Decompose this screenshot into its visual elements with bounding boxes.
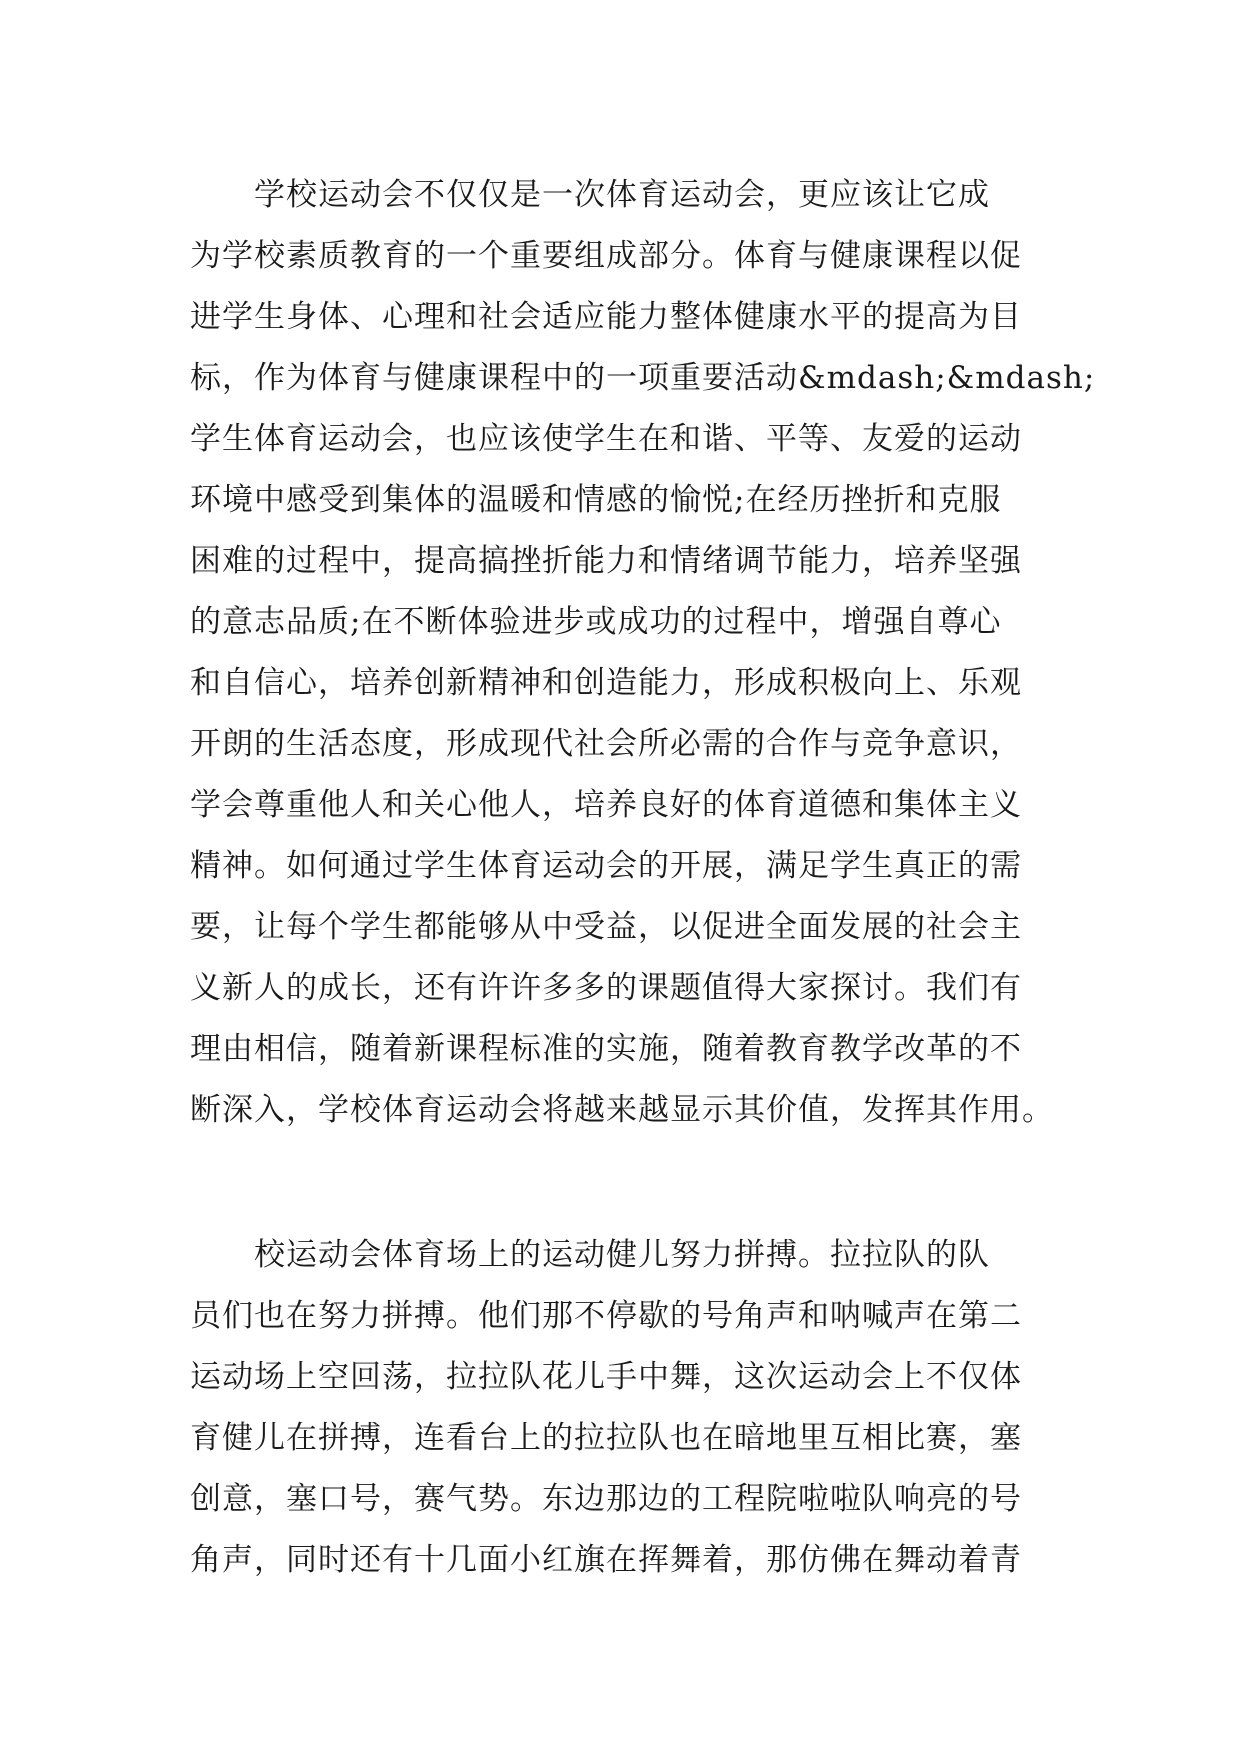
text-line: 角声，同时还有十几面小红旗在挥舞着，那仿佛在舞动着青 [190,1542,1022,1578]
text-line: 运动场上空回荡，拉拉队花儿手中舞，这次运动会上不仅体 [190,1359,1022,1395]
text-line: 员们也在努力拼搏。他们那不停歇的号角声和呐喊声在第二 [190,1298,1022,1334]
text-line: 创意，塞口号，赛气势。东边那边的工程院啦啦队响亮的号 [190,1481,1022,1517]
text-line: 和自信心，培养创新精神和创造能力，形成积极向上、乐观 [190,665,1022,701]
text-line: 校运动会体育场上的运动健儿努力拼搏。拉拉队的队 [190,1237,990,1273]
text-line: 环境中感受到集体的温暖和情感的愉悦;在经历挫折和克服 [190,482,1002,518]
paragraph-sports-meet-significance [190,165,1096,1141]
text-line: 开朗的生活态度，形成现代社会所必需的合作与竞争意识， [190,726,1022,762]
text-line: 学会尊重他人和关心他人，培养良好的体育道德和集体主义 [190,787,1022,823]
text-line: 为学校素质教育的一个重要组成部分。体育与健康课程以促 [190,238,1022,274]
text-line: 育健儿在拼搏，连看台上的拉拉队也在暗地里互相比赛，塞 [190,1420,1022,1456]
text-line: 学生体育运动会，也应该使学生在和谐、平等、友爱的运动 [190,421,1022,457]
text-line: 的意志品质;在不断体验进步或成功的过程中，增强自尊心 [190,604,1002,640]
text-line: 断深入，学校体育运动会将越来越显示其价值，发挥其作用。 [190,1092,1054,1128]
text-line: 标，作为体育与健康课程中的一项重要活动&mdash;&mdash; [190,360,1096,396]
text-line: 理由相信，随着新课程标准的实施，随着教育教学改革的不 [190,1031,1022,1067]
text-line: 精神。如何通过学生体育运动会的开展，满足学生真正的需 [190,848,1022,884]
text-line: 要，让每个学生都能够从中受益，以促进全面发展的社会主 [190,909,1022,945]
text-line: 困难的过程中，提高搞挫折能力和情绪调节能力，培养坚强 [190,543,1022,579]
text-line: 义新人的成长，还有许许多多的课题值得大家探讨。我们有 [190,970,1022,1006]
paragraph-cheerleaders [190,1225,1070,1591]
text-line: 进学生身体、心理和社会适应能力整体健康水平的提高为目 [190,299,1022,335]
text-line: 学校运动会不仅仅是一次体育运动会，更应该让它成 [190,177,990,213]
